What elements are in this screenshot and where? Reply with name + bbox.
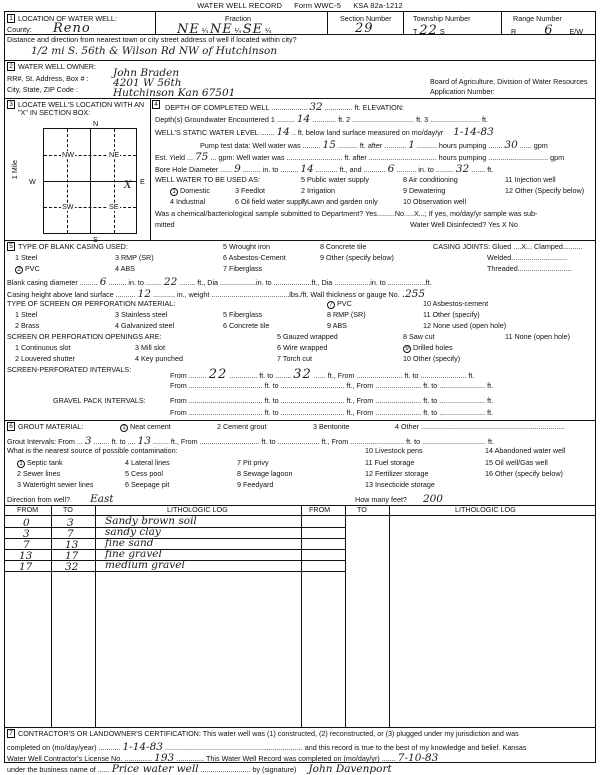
business-row: under the business name of ...... Price water well ......................... by (signature) John Davenport xyxy=(7,763,392,775)
casing-rmp[interactable]: 3 RMP (SR) xyxy=(115,253,154,262)
opening-torch[interactable]: 7 Torch cut xyxy=(277,354,313,363)
application-label: Application Number: xyxy=(430,87,495,96)
form-body xyxy=(4,11,596,775)
grout-label: GROUT MATERIAL: xyxy=(18,422,84,431)
log-from-header-2: FROM xyxy=(309,505,331,514)
screen-abs[interactable]: 9 ABS xyxy=(327,321,347,330)
screen-label: TYPE OF SCREEN OR PERFORATION MATERIAL: xyxy=(7,299,176,308)
casing-abs[interactable]: 4 ABS xyxy=(115,264,135,273)
opening-louvered[interactable]: 2 Louvered shutter xyxy=(15,354,75,363)
depth-row: DEPTH OF COMPLETED WELL .................. 32 .............. ft. ELEVATION: xyxy=(165,101,404,113)
screen-pvc[interactable]: 7 PVC xyxy=(327,300,352,309)
section-7-number: 7 xyxy=(7,729,15,738)
bore-row: Bore Hole Diameter ...... 9 ......... in. to ......... 14 ........... ft., and ........... 6 .......... in. to ......... 32 ....... ft. xyxy=(155,163,494,175)
form-number: Form WWC-5 xyxy=(294,1,341,10)
business-value: Price water well xyxy=(111,763,199,775)
distance-label: Distance and direction from nearest town or city street address of well if located within city? xyxy=(7,35,297,44)
casing-fiberglass[interactable]: 7 Fiberglass xyxy=(223,264,263,273)
log-row-1-desc: Sandy brown soil xyxy=(105,515,197,527)
use-oilfield[interactable]: 2 Irrigation xyxy=(301,186,335,195)
contam-privy[interactable]: 7 Pit privy xyxy=(237,458,269,467)
contam-other[interactable]: 16 Other (specify below) xyxy=(485,469,563,478)
contam-fertilizer[interactable]: 12 Fertilizer storage xyxy=(365,469,429,478)
log-row-1-from: 0 xyxy=(23,517,30,529)
use-ac[interactable]: 8 Air conditioning xyxy=(403,175,458,184)
screen-other[interactable]: 11 Other (specify) xyxy=(423,310,480,319)
use-lawn[interactable]: 7 Lawn and garden only xyxy=(301,197,378,206)
screen-stainless[interactable]: 3 Stainless steel xyxy=(115,310,168,319)
address-value: 4201 W 56th xyxy=(113,77,182,89)
contam-seepage[interactable]: 6 Seepage pit xyxy=(125,480,170,489)
signature: John Davenport xyxy=(308,763,392,775)
grout-neat[interactable]: 1 Neat cement xyxy=(120,423,171,432)
casing-asbestos[interactable]: 6 Asbestos-Cement xyxy=(223,253,286,262)
log-row-2-to: 7 xyxy=(67,528,74,540)
section-box xyxy=(43,128,137,234)
log-row-3-from: 7 xyxy=(23,539,30,551)
depth-value: 32 xyxy=(309,101,323,113)
section-number-value: 29 xyxy=(355,21,374,36)
casing-height-row: Casing height above land surface .......... 12 ........... in., weight .......................................lbs./ft. Wall thickness or gauge No. .255 xyxy=(7,288,426,300)
ne-label: NE xyxy=(109,150,119,159)
chem-row: Was a chemical/bacteriological sample submitted to Department? Yes.........No.....X...; If yes, mo/day/yr sample was sub- xyxy=(155,209,538,218)
use-public[interactable]: 5 Public water supply xyxy=(301,175,369,184)
contam-lagoon[interactable]: 8 Sewage lagoon xyxy=(237,469,293,478)
well-location-mark: X xyxy=(124,179,132,191)
log-litho-header: LITHOLOGIC LOG xyxy=(167,505,228,514)
fraction-values: NE ¼ NE ¼ SE ¼ xyxy=(177,22,272,37)
city-value: Hutchinson Kan 67501 xyxy=(113,87,236,99)
casing-wrought[interactable]: 5 Wrought iron xyxy=(223,242,271,251)
contam-insecticide[interactable]: 13 Insecticide storage xyxy=(365,480,435,489)
screen-rmp[interactable]: 8 RMP (SR) xyxy=(327,310,366,319)
gpi-row-1: From ..................................... ft. to ................................ ft., From ....................... ft. to ....................... ft. xyxy=(170,396,494,405)
blank-diameter-row: Blank casing diameter ......... 6 ......... in. to ........ 22 ........ ft., Dia ..................in. to ...................ft., Dia ..................in. to ...................ft. xyxy=(7,276,432,288)
grout-cement[interactable]: 2 Cement grout xyxy=(217,422,267,431)
distance-value: 1/2 mi S. 56th & Wilson Rd NW of Hutchinson xyxy=(31,45,278,57)
use-irrigation[interactable]: 4 Industrial xyxy=(170,197,206,206)
joints-threaded: Threaded........................... xyxy=(487,264,572,273)
range-value-row: R 6 E/W xyxy=(511,23,584,38)
log-row-1-to: 3 xyxy=(67,517,74,529)
openings-label: SCREEN OR PERFORATION OPENINGS ARE: xyxy=(7,332,162,341)
cert-line-1: CONTRACTOR'S OR LANDOWNER'S CERTIFICATION: This water well was (1) constructed, (2) reconstructed, or (3) plugged under my jurisdiction and was xyxy=(18,729,519,738)
casing-concrete[interactable]: 8 Concrete tile xyxy=(320,242,367,251)
use-injection[interactable]: 11 Injection well xyxy=(505,175,556,184)
gpi-row-2: From ..................................... ft. to ................................ ft., From ....................... ft. to ....................... ft. xyxy=(170,408,494,417)
section-number-label: Section Number xyxy=(340,14,392,23)
section-4-number: 4 xyxy=(152,100,160,109)
screen-galvanized[interactable]: 4 Galvanized steel xyxy=(115,321,175,330)
section-5-number: 5 xyxy=(7,242,15,251)
pump-row: Pump test data: Well water was ......... 15 .......... ft. after ........... 1 .......... hours pumping ....... 30 ...... gpm xyxy=(200,139,548,151)
opening-drilled[interactable]: 9 Drilled holes xyxy=(403,344,453,353)
use-other[interactable]: 12 Other (Specify below) xyxy=(505,186,585,195)
log-litho-header-2: LITHOLOGIC LOG xyxy=(455,505,516,514)
log-row-4-from: 13 xyxy=(19,550,33,562)
casing-pvc[interactable]: 2 PVC xyxy=(15,265,40,274)
fraction-label: Fraction xyxy=(225,14,251,23)
contam-label: What is the nearest source of possible contamination: xyxy=(7,446,178,455)
contam-sewer[interactable]: 2 Sewer lines xyxy=(17,469,61,478)
record-completed-value: 7-10-83 xyxy=(397,752,439,764)
use-industrial[interactable]: 6 Oil field water supply xyxy=(235,197,308,206)
log-row-5-from: 17 xyxy=(19,561,33,573)
opening-mill[interactable]: 3 Mill slot xyxy=(135,343,165,352)
contam-abandoned[interactable]: 14 Abandoned water well xyxy=(485,446,566,455)
log-from-header: FROM xyxy=(17,505,39,514)
log-to-header-2: TO xyxy=(357,505,367,514)
use-observation[interactable]: 10 Observation well xyxy=(403,197,467,206)
log-row-2-from: 3 xyxy=(23,528,30,540)
opening-key[interactable]: 4 Key punched xyxy=(135,354,183,363)
joints-welded: Welded............................ xyxy=(487,253,568,262)
log-row-5-desc: medium gravel xyxy=(105,559,185,571)
grout-other[interactable]: 4 Other ........................................................................ xyxy=(395,422,565,431)
use-label: WELL WATER TO BE USED AS: xyxy=(155,175,260,184)
log-row-2-desc: sandy clay xyxy=(105,526,161,538)
static-value: 14 xyxy=(276,126,290,138)
screen-none[interactable]: 12 None used (open hole) xyxy=(423,321,507,330)
screen-fiberglass[interactable]: 5 Fiberglass xyxy=(223,310,263,319)
joints-row: CASING JOINTS: Glued ....X... Clamped.......... xyxy=(433,242,583,251)
form-ksa: KSA 82a-1212 xyxy=(353,1,403,10)
north-label: N xyxy=(93,119,99,128)
casing-other[interactable]: 9 Other (specify below) xyxy=(320,253,394,262)
section-1-number: 1 xyxy=(7,14,15,23)
spi-row-1: From ......... 22 .............. ft. to ........ 32 ...... ft., From ....................... ft. to ....................... ft. xyxy=(170,367,475,382)
contam-lateral[interactable]: 4 Lateral lines xyxy=(125,458,170,467)
spi-label: SCREEN-PERFORATED INTERVALS: xyxy=(7,365,132,374)
form-title: WATER WELL RECORD xyxy=(197,1,282,10)
owner-label: WATER WELL OWNER: xyxy=(18,62,96,71)
west-label: W xyxy=(29,177,36,186)
static-row: WELL'S STATIC WATER LEVEL ....... 14 .. ft. below land surface measured on mo/day/yr 1-14-83 xyxy=(155,126,494,138)
contam-livestock[interactable]: 10 Livestock pens xyxy=(365,446,423,455)
opening-sawcut[interactable]: 8 Saw cut xyxy=(403,332,435,341)
se-label: SE xyxy=(109,202,119,211)
completed-value: 1-14-83 xyxy=(122,741,163,753)
location-label: LOCATION OF WATER WELL: xyxy=(18,14,117,23)
section-2-number: 2 xyxy=(7,62,15,71)
contam-cesspool[interactable]: 5 Cess pool xyxy=(125,469,163,478)
grout-intervals-row: Grout Intervals: From ... 3 ........ ft. to .... 13 ........ ft., From .............................. ft. to ..................... ft., From ........................... ft. to ................................ ft. xyxy=(7,435,495,447)
south-label: S xyxy=(93,235,98,244)
contam-fuel[interactable]: 11 Fuel storage xyxy=(365,458,415,467)
casing-label: TYPE OF BLANK CASING USED: xyxy=(18,242,128,251)
contam-septic[interactable]: 1 Septic tank xyxy=(17,459,63,468)
mitted-label: mitted xyxy=(155,220,175,229)
opening-other[interactable]: 10 Other (specify) xyxy=(403,354,461,363)
opening-none[interactable]: 11 None (open hole) xyxy=(505,332,570,341)
range-label: Range Number xyxy=(513,14,562,23)
static-date: 1-14-83 xyxy=(453,126,494,138)
gpi-label: GRAVEL PACK INTERVALS: xyxy=(53,396,146,405)
use-feedlot[interactable]: 3 Feedlot xyxy=(235,186,265,195)
section-6-number: 6 xyxy=(7,422,15,431)
screen-concrete[interactable]: 6 Concrete tile xyxy=(223,321,270,330)
township-value: 22 xyxy=(419,23,438,38)
opening-gauzed[interactable]: 5 Gauzed wrapped xyxy=(277,332,338,341)
contam-watertight[interactable]: 3 Watertight sewer lines xyxy=(17,480,94,489)
use-dewatering[interactable]: 9 Dewatering xyxy=(403,186,446,195)
casing-steel[interactable]: 1 Steel xyxy=(15,253,38,262)
form-title-bar xyxy=(0,2,600,11)
board-label: Board of Agriculture, Division of Water Resources xyxy=(430,77,588,86)
township-label: Township Number xyxy=(413,14,471,23)
disinfected-row: Water Well Disinfected? Yes X No xyxy=(410,220,518,229)
address-label: RR#, St. Address, Box # : xyxy=(7,74,89,83)
yield-row: Est. Yield ... 75 ... gpm: Well water was ............................ ft. after .................................. hours pumping .............................. gpm xyxy=(155,151,565,163)
contam-oilgas[interactable]: 15 Oil well/Gas well xyxy=(485,458,548,467)
city-label: City, State, ZIP Code : xyxy=(7,85,78,94)
county-value: Reno xyxy=(53,21,91,36)
log-row-4-to: 17 xyxy=(65,550,79,562)
screen-asbestos[interactable]: 10 Asbestos-cement xyxy=(423,299,489,308)
county-label: County: xyxy=(7,25,32,34)
license-value: 193 xyxy=(154,752,175,764)
screen-steel[interactable]: 1 Steel xyxy=(15,310,38,319)
log-row-5-to: 32 xyxy=(65,561,79,573)
township-value-row: T 22 S xyxy=(413,23,445,38)
section-3-number: 3 xyxy=(7,100,15,109)
opening-continuous[interactable]: 1 Continuous slot xyxy=(15,343,71,352)
owner-value: John Braden xyxy=(113,67,180,79)
license-row: Water Well Contractor's License No. .............. 193 .............. This Water Well Record was completed on (mo/day/yr) ....... 7-10-83 xyxy=(7,752,439,764)
nw-label: NW xyxy=(62,150,74,159)
completed-row: completed on (mo/day/year) ........... 1-14-83 ..................................................................... and this record is true to the best of my knowledge and belief. Kansas xyxy=(7,741,527,753)
log-row-3-to: 13 xyxy=(65,539,79,551)
screen-brass[interactable]: 2 Brass xyxy=(15,321,40,330)
use-domestic[interactable]: 1 Domestic xyxy=(170,187,210,196)
mile-label: 1 Mile xyxy=(10,160,19,180)
log-to-header: TO xyxy=(63,505,73,514)
sw-label: SW xyxy=(62,202,74,211)
grout-bentonite[interactable]: 3 Bentonite xyxy=(313,422,350,431)
log-row-3-desc: fine sand xyxy=(105,537,154,549)
direction-row: Direction from well? East xyxy=(7,493,114,505)
groundwater-row: Depth(s) Groundwater Encountered 1 ......... 14 ............ ft. 2 ............................... ft. 3 ......................... ft. xyxy=(155,113,489,125)
range-value: 6 xyxy=(544,23,554,38)
log-row-4-desc: fine gravel xyxy=(105,548,162,560)
locate-label: LOCATE WELL'S LOCATION WITH AN "X" IN SECTION BOX: xyxy=(18,100,145,118)
contam-feedyard[interactable]: 9 Feedyard xyxy=(237,480,274,489)
east-label: E xyxy=(140,177,145,186)
howmany-row: How many feet? 200 xyxy=(355,493,443,505)
opening-wire[interactable]: 6 Wire wrapped xyxy=(277,343,328,352)
spi-row-2: From ..................................... ft. to ................................ ft., From ....................... ft. to ....................... ft. xyxy=(170,381,494,390)
